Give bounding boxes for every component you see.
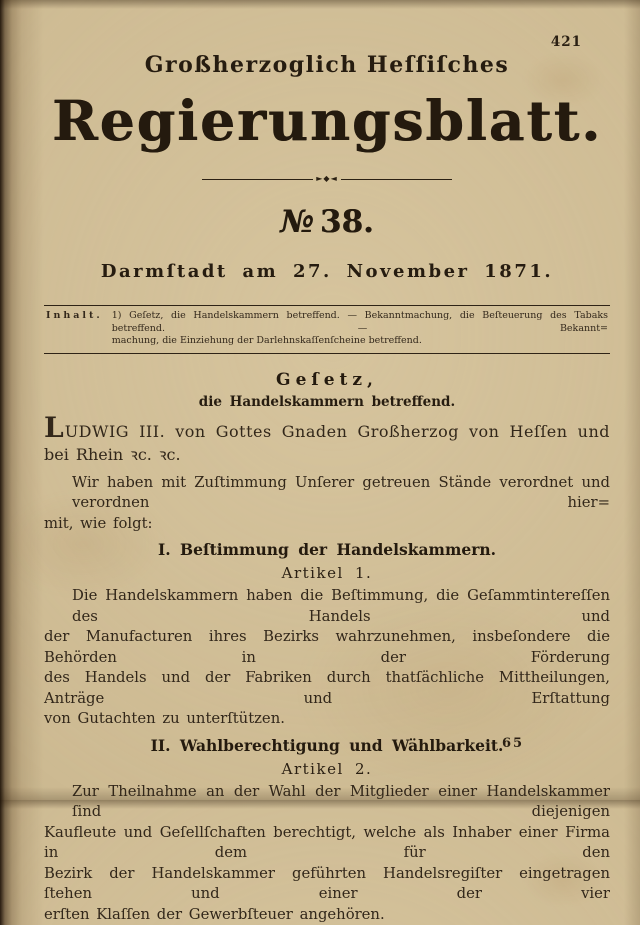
page-content [44,0,610,925]
issue-number-value: 38. [320,204,374,240]
preamble-line: Wir haben mit Zuſtimmung Unſerer getreuen Stände verordnet und verordnen hier= [44,473,610,514]
proclamation-line: UDWIG III. von Gottes Gnaden Großherzog von Heſſen und [65,422,610,441]
law-heading: Geſetz, [44,370,610,390]
toc-label: Inhalt. [46,310,103,348]
article-1-heading: Artikel 1. [44,564,610,582]
article-2-line: Zur Theilnahme an der Wahl der Mitglieder einer Handelskammer ſind diejenigen [44,782,610,823]
law-subheading: die Handelskammern betreffend. [44,394,610,410]
article-1-line: der Manufacturen ihres Bezirks wahrzunehmen, insbeſondere die Behörden in der Förderung [44,627,610,668]
numero-sign: № [280,204,320,240]
masthead-title: Regierungsblatt. [44,88,610,153]
article-2-line: Kaufleute und Geſellſchaften berechtigt, welche als Inhaber einer Firma in dem für den [44,823,610,864]
toc-line: 1) Geſetz, die Handelskammern betreffend. — Bekanntmachung, die Beſteuerung des Tabaks betreffend. — Bekannt= [112,310,608,335]
table-of-contents [44,305,610,354]
toc-line: machung, die Einziehung der Darlehnskaſſenſcheine betreffend. [112,335,608,348]
section-1-heading: I. Beſtimmung der Handelskammern. [44,540,610,559]
article-1-paragraph [44,586,610,730]
drop-cap: L [44,411,65,444]
article-1-line: von Gutachten zu unterſtützen. [44,709,610,730]
masthead-super-title: Großherzoglich Heſſiſches [44,52,610,78]
proclamation-line: bei Rhein ꝛc. ꝛc. [44,443,610,466]
article-2-heading: Artikel 2. [44,760,610,778]
page-number: 421 [551,34,582,50]
preamble-line: mit, wie folgt: [44,514,610,535]
ornament-icon: ►◆◄ [313,175,340,183]
article-2-line: erſten Klaſſen der Gewerbſteuer angehören. [44,905,610,925]
issue-number [44,204,610,240]
article-1-line: des Handels und der Fabriken durch thatſächliche Mittheilungen, Anträge und Erſtattung [44,668,610,709]
dateline: Darmſtadt am 27. November 1871. [44,261,610,282]
article-2-line: Bezirk der Handelskammer geführten Handelsregiſter eingetragen ſtehen und einer der vier [44,864,610,905]
article-1-line: Die Handelskammern haben die Beſtimmung, die Geſammtintereſſen des Handels und [44,586,610,627]
article-2-paragraph [44,782,610,925]
proclamation-paragraph [44,420,610,466]
section-2-heading: II. Wahlberechtigung und Wählbarkeit. [44,736,610,755]
preamble-paragraph [44,473,610,535]
divider-ornament [202,175,452,183]
signature-number: 65 [502,736,524,751]
